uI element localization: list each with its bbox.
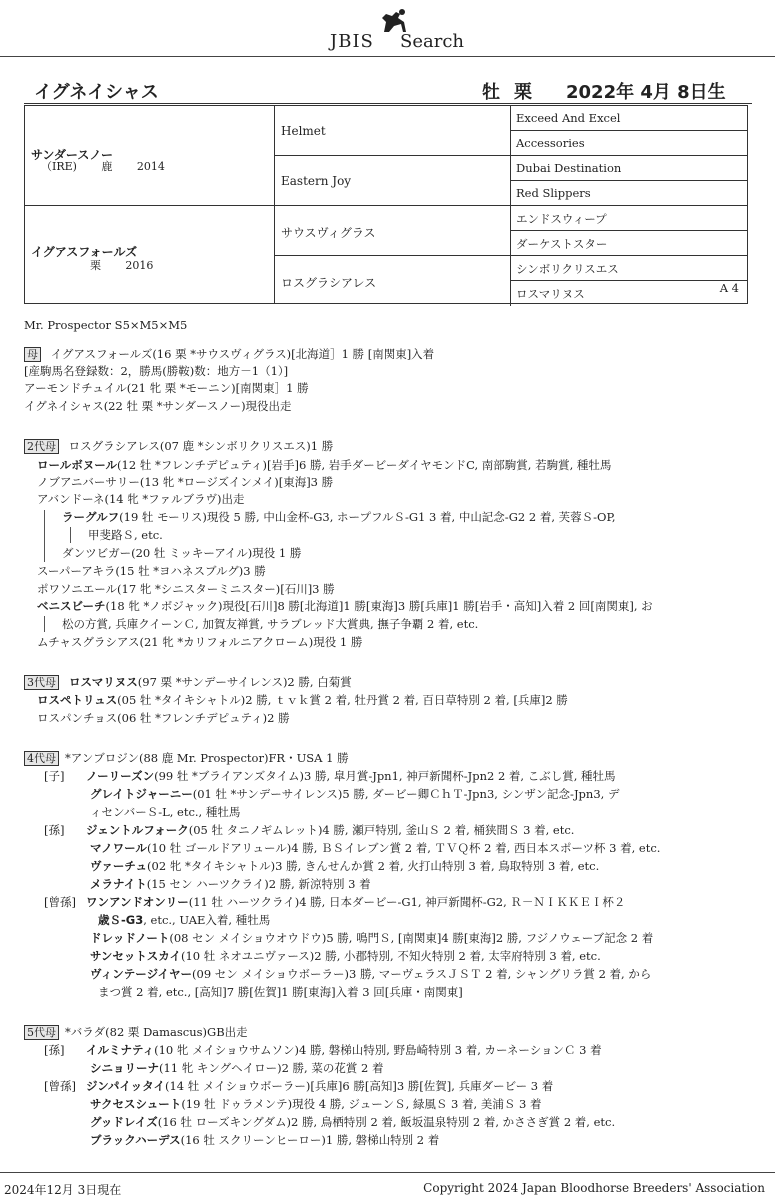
notable-horse-name[interactable]: ヴァーチュ <box>90 859 148 873</box>
family-line <box>62 545 301 561</box>
family-line-text: (10 牡 ネオユニヴァース)2 勝, 小郡特別, 不知火特別 2 着, 太宰府特別 3 着, etc. <box>180 949 601 963</box>
family-line <box>90 1132 439 1148</box>
generation-badge: 5代母 <box>24 1025 59 1040</box>
notable-horse-name[interactable]: ジンパイッタイ <box>86 1079 165 1093</box>
horse-title-row <box>0 76 775 104</box>
pedigree-gen3-cell <box>511 256 747 281</box>
notable-horse-name[interactable]: ブラックハーデス <box>90 1133 181 1147</box>
family-line-text: (12 牡 *フレンチデピュティ)[岩手]6 勝, 岩手ダービーダイヤモンドC, 南部駒賞, 若駒賞, 種牡馬 <box>117 458 612 472</box>
pedigree-gen2-name[interactable]: サウスヴィグラス <box>281 226 376 240</box>
notable-horse-name[interactable]: サクセスシュート <box>90 1097 182 1111</box>
notable-horse-name[interactable]: ワンアンドオンリー <box>86 895 189 909</box>
family-line-text: (16 牡 スクリーンヒーロー)1 勝, 磐梯山特別 2 着 <box>180 1133 440 1147</box>
pedigree-gen3-cell <box>511 206 747 231</box>
pedigree-gen2-name[interactable]: ロスグラシアレス <box>281 276 377 290</box>
relation-label: [孫] <box>44 1043 65 1057</box>
family-line <box>88 527 163 543</box>
pedigree-gen3-cell <box>511 181 747 206</box>
notable-horse-name[interactable]: ノーリーズン <box>86 769 155 783</box>
horse-birthdate: 2022年 4月 8日生 <box>566 82 726 103</box>
family-line <box>90 786 619 802</box>
family-line <box>37 474 333 490</box>
pedigree-gen2-name[interactable]: Helmet <box>281 124 326 138</box>
generation-badge: 母 <box>24 347 41 362</box>
family-line-text: , etc., UAE入着, 種牡馬 <box>143 913 271 927</box>
pedigree-gen3-cell <box>511 156 747 181</box>
pedigree-gen3-name[interactable]: Dubai Destination <box>516 161 622 175</box>
sire-name[interactable]: サンダースノー <box>31 148 113 162</box>
horse-color: 栗 <box>514 82 532 103</box>
family-line <box>98 912 270 928</box>
notable-horse-name[interactable]: グレイトジャーニー <box>90 787 193 801</box>
pedigree-gen3-name[interactable]: ダーケストスター <box>516 237 608 251</box>
logo-jbis-text: JBIS <box>330 31 374 52</box>
family-line-text: アーモンドチュイル(21 牝 栗 *モーニン)[南関東］1 勝 <box>24 381 309 395</box>
generation-badge: 3代母 <box>24 675 59 690</box>
family-line-text: 松の方賞, 兵庫クイーンＣ, 加賀友禅賞, サラブレッド大賞典, 撫子争覇 2 着, etc. <box>62 617 479 631</box>
family-line-text: (14 牡 メイショウボーラー)[兵庫]6 勝[高知]3 勝[佐賀], 兵庫ダービー 3 着 <box>164 1079 554 1093</box>
pedigree-gen3-cell <box>511 131 747 156</box>
tree-connector <box>70 527 71 543</box>
family-line-text: *アンブロジン(88 鹿 Mr. Prospector)FR・USA 1 勝 <box>65 751 349 765</box>
family-line <box>90 804 240 820</box>
family-line <box>98 984 463 1000</box>
family-line-text: (19 牡 ドゥラメンテ)現役 4 勝, ジューンＳ, 緑風Ｓ 3 着, 美浦Ｓ 3 着 <box>181 1097 542 1111</box>
title-divider <box>24 103 752 104</box>
pedigree-gen3-name[interactable]: シンボリクリスエス <box>516 262 619 276</box>
family-line <box>90 840 660 856</box>
pedigree-gen2-cell <box>275 106 511 156</box>
family-line-text: イグアスフォールズ(16 栗 *サウスヴィグラス)[北海道］1 勝 [南関東]入着 <box>47 347 435 361</box>
family-line <box>24 750 349 766</box>
family-line-text: 甲斐路Ｓ, etc. <box>88 528 163 542</box>
family-line-text: (05 牡 タニノギムレット)4 勝, 瀬戸特別, 釜山Ｓ 2 着, 桶狭間Ｓ 3 着, etc. <box>188 823 575 837</box>
pedigree-gen3-name[interactable]: エンドスウィープ <box>516 212 607 226</box>
pedigree-gen3-cell <box>511 106 747 131</box>
notable-horse-name[interactable]: サンセットスカイ <box>90 949 181 963</box>
pedigree-gen2-name[interactable]: Eastern Joy <box>281 174 352 188</box>
family-line-text: ロスパンチョス(06 牡 *フレンチデピュティ)2 勝 <box>37 711 290 725</box>
dam-info: 栗 2016 <box>41 259 154 272</box>
pedigree-gen3-name[interactable]: Exceed And Excel <box>516 111 621 125</box>
family-line <box>90 876 371 892</box>
family-line <box>44 894 625 910</box>
family-line <box>90 930 653 946</box>
race-name: 歳Ｓ-G3 <box>98 913 144 927</box>
dam-cell <box>25 206 275 303</box>
tree-connector <box>44 616 45 632</box>
family-line <box>37 634 362 650</box>
family-line <box>24 346 434 362</box>
notable-horse-name[interactable]: ジェントルフォーク <box>86 823 189 837</box>
header-divider <box>0 56 775 57</box>
notable-horse-name[interactable]: イルミナティ <box>86 1043 155 1057</box>
dam-name[interactable]: イグアスフォールズ <box>31 245 138 259</box>
notable-horse-name[interactable]: ベニスビーチ <box>37 599 106 613</box>
family-line-text: スーパーアキラ(15 牡 *ヨハネスブルグ)3 勝 <box>37 564 266 578</box>
family-line <box>37 692 568 708</box>
family-line-text: (16 牡 ローズキングダム)2 勝, 鳥栖特別 2 着, 飯坂温泉特別 2 着, かささぎ賞 2 着, etc. <box>157 1115 616 1129</box>
pedigree-gen2-cell <box>275 206 511 256</box>
family-line <box>90 948 601 964</box>
sire-cell <box>25 106 275 206</box>
copyright: Copyright 2024 Japan Bloodhorse Breeders' Association <box>423 1181 765 1195</box>
header <box>0 0 775 58</box>
generation-badge: 2代母 <box>24 439 59 454</box>
family-line <box>37 491 244 507</box>
family-line-text: (01 牡 *サンデーサイレンス)5 勝, ダービー卿ＣｈＴ-Jpn3, シンザン記念-Jpn3, デ <box>192 787 620 801</box>
logo-search-text: Search <box>400 31 464 52</box>
pedigree-gen3-name[interactable]: Accessories <box>516 136 585 150</box>
notable-horse-name[interactable]: ラーグルフ <box>62 510 120 524</box>
family-line-text: (09 セン メイショウボーラー)3 勝, マーヴェラスＪＳＴ 2 着, シャングリラ賞 2 着, から <box>192 967 652 981</box>
as-of-date: 2024年12月 3日現在 <box>4 1183 122 1197</box>
jbis-search-logo[interactable] <box>330 8 464 54</box>
family-line-text: ダンツビガー(20 牡 ミッキーアイル)現役 1 勝 <box>62 546 302 560</box>
notable-horse-name[interactable]: マノワール <box>90 841 147 855</box>
family-line <box>24 1024 248 1040</box>
footer-divider <box>0 1172 775 1173</box>
relation-label: [曾孫] <box>44 1079 76 1093</box>
pedigree-gen3-cell <box>511 281 747 306</box>
pedigree-gen2-cell <box>275 256 511 306</box>
notable-horse-name[interactable]: ロスマリヌス <box>65 675 138 689</box>
family-line <box>44 822 574 838</box>
notable-horse-name[interactable]: グッドレイズ <box>90 1115 158 1129</box>
family-line-text: (08 セン メイショウオウドウ)5 勝, 鳴門Ｓ, [南関東]4 勝[東海]2 勝, フジノウェーブ記念 2 着 <box>169 931 654 945</box>
relation-label: [曾孫] <box>44 895 76 909</box>
family-line <box>24 380 309 396</box>
family-line-text: (11 牡 ハーツクライ)4 勝, 日本ダービー-G1, 神戸新聞杯-G2, Ｒ－ＮＩＫＫＥＩ杯２ <box>188 895 626 909</box>
family-line <box>44 768 616 784</box>
family-line <box>37 563 266 579</box>
tree-connector <box>44 510 45 562</box>
family-line-text: (10 牡 ゴールドアリュール)4 勝, ＢＳイレブン賞 2 着, ＴＶＱ杯 2 着, 西日本スポーツ杯 3 着, etc. <box>146 841 661 855</box>
family-number: A 4 <box>719 281 739 295</box>
family-line-text: (10 牝 メイショウサムソン)4 勝, 磐梯山特別, 野島崎特別 3 着, カーネーションＣ 3 着 <box>154 1043 602 1057</box>
family-line <box>62 509 616 525</box>
family-line <box>24 438 333 454</box>
family-line <box>24 363 288 379</box>
family-line-text: ムチャスグラシアス(21 牝 *カリフォルニアクローム)現役 1 勝 <box>37 635 363 649</box>
family-line-text: (19 牡 モーリス)現役 5 勝, 中山金杯-G3, ホープフルＳ-G1 3 着, 中山記念-G2 2 着, 芙蓉Ｓ-OP, <box>119 510 616 524</box>
family-line-text: (99 牡 *ブライアンズタイム)3 勝, 皐月賞-Jpn1, 神戸新聞杯-Jpn2 2 着, こぶし賞, 種牡馬 <box>154 769 616 783</box>
notable-horse-name[interactable]: ロスペトリュス <box>37 693 118 707</box>
family-line-text: (18 牝 *ノボジャック)現役[石川]8 勝[北海道]1 勝[東海]3 勝[兵庫]1 勝[岩手・高知]入着 2 回[南関東], お <box>105 599 653 613</box>
family-line-text: ィセンバーＳ-L, etc., 種牡馬 <box>90 805 241 819</box>
horse-name: イグネイシャス <box>34 82 159 103</box>
family-line <box>37 457 611 473</box>
family-line <box>62 616 478 632</box>
family-line-text: *バラダ(82 栗 Damascus)GB出走 <box>65 1025 248 1039</box>
relation-label: [子] <box>44 769 65 783</box>
pedigree-table <box>24 105 748 304</box>
horse-sex: 牡 <box>482 82 500 103</box>
family-line-text: アバンドーネ(14 牝 *ファルブラヴ)出走 <box>37 492 245 506</box>
notable-horse-name[interactable]: シニョリーナ <box>90 1061 159 1075</box>
pedigree-gen3-name[interactable]: Red Slippers <box>516 186 591 200</box>
family-line-text: (15 セン ハーツクライ)2 勝, 新涼特別 3 着 <box>146 877 371 891</box>
family-line <box>90 858 599 874</box>
family-line <box>44 1078 553 1094</box>
pedigree-gen2-cell <box>275 156 511 206</box>
family-line-text: (02 牝 *タイキシャトル)3 勝, きんせんか賞 2 着, 火打山特別 3 着, 鳥取特別 3 着, etc. <box>147 859 600 873</box>
relation-label: [孫] <box>44 823 65 837</box>
family-line <box>90 1114 615 1130</box>
notable-horse-name[interactable]: ロールボヌール <box>37 458 118 472</box>
family-line <box>24 398 292 414</box>
family-line <box>90 966 651 982</box>
family-line-text: (97 栗 *サンデーサイレンス)2 勝, 白菊賞 <box>137 675 352 689</box>
notable-horse-name[interactable]: ヴィンテージイヤー <box>90 967 193 981</box>
family-line <box>90 1060 383 1076</box>
family-line-text: まつ賞 2 着, etc., [高知]7 勝[佐賀]1 勝[東海]入着 3 回[兵庫・南関東] <box>98 985 463 999</box>
family-line-text: イグネイシャス(22 牡 栗 *サンダースノー)現役出走 <box>24 399 292 413</box>
family-line <box>37 598 653 614</box>
family-line-text: (05 牡 *タイキシャトル)2 勝, ｔｖｋ賞 2 着, 牡丹賞 2 着, 百日草特別 2 着, [兵庫]2 勝 <box>117 693 568 707</box>
family-line <box>37 581 335 597</box>
family-line-text: ノブアニバーサリー(13 牝 *ロージズインメイ)[東海]3 勝 <box>37 475 334 489</box>
family-line <box>37 710 290 726</box>
sire-info: （IRE) 鹿 2014 <box>41 160 165 173</box>
family-line-text: (11 牝 キングヘイロー)2 勝, 菜の花賞 2 着 <box>159 1061 384 1075</box>
notable-horse-name[interactable]: メラナイト <box>90 877 147 891</box>
family-line <box>24 674 352 690</box>
family-line <box>44 1042 602 1058</box>
family-line-text: ロスグラシアレス(07 鹿 *シンボリクリスエス)1 勝 <box>65 439 334 453</box>
notable-horse-name[interactable]: ドレッドノート <box>90 931 170 945</box>
pedigree-gen3-name[interactable]: ロスマリヌス <box>516 287 585 301</box>
family-line-text: ポワソニエール(17 牝 *シニスターミニスター)[石川]3 勝 <box>37 582 335 596</box>
pedigree-gen3-cell <box>511 231 747 256</box>
generation-badge: 4代母 <box>24 751 59 766</box>
family-line-text: [産駒馬名登録数：2，勝馬(勝鞍)数：地方－1（1）] <box>24 364 289 378</box>
family-line <box>90 1096 541 1112</box>
inbreeding-note: Mr. Prospector S5×M5×M5 <box>24 318 188 332</box>
